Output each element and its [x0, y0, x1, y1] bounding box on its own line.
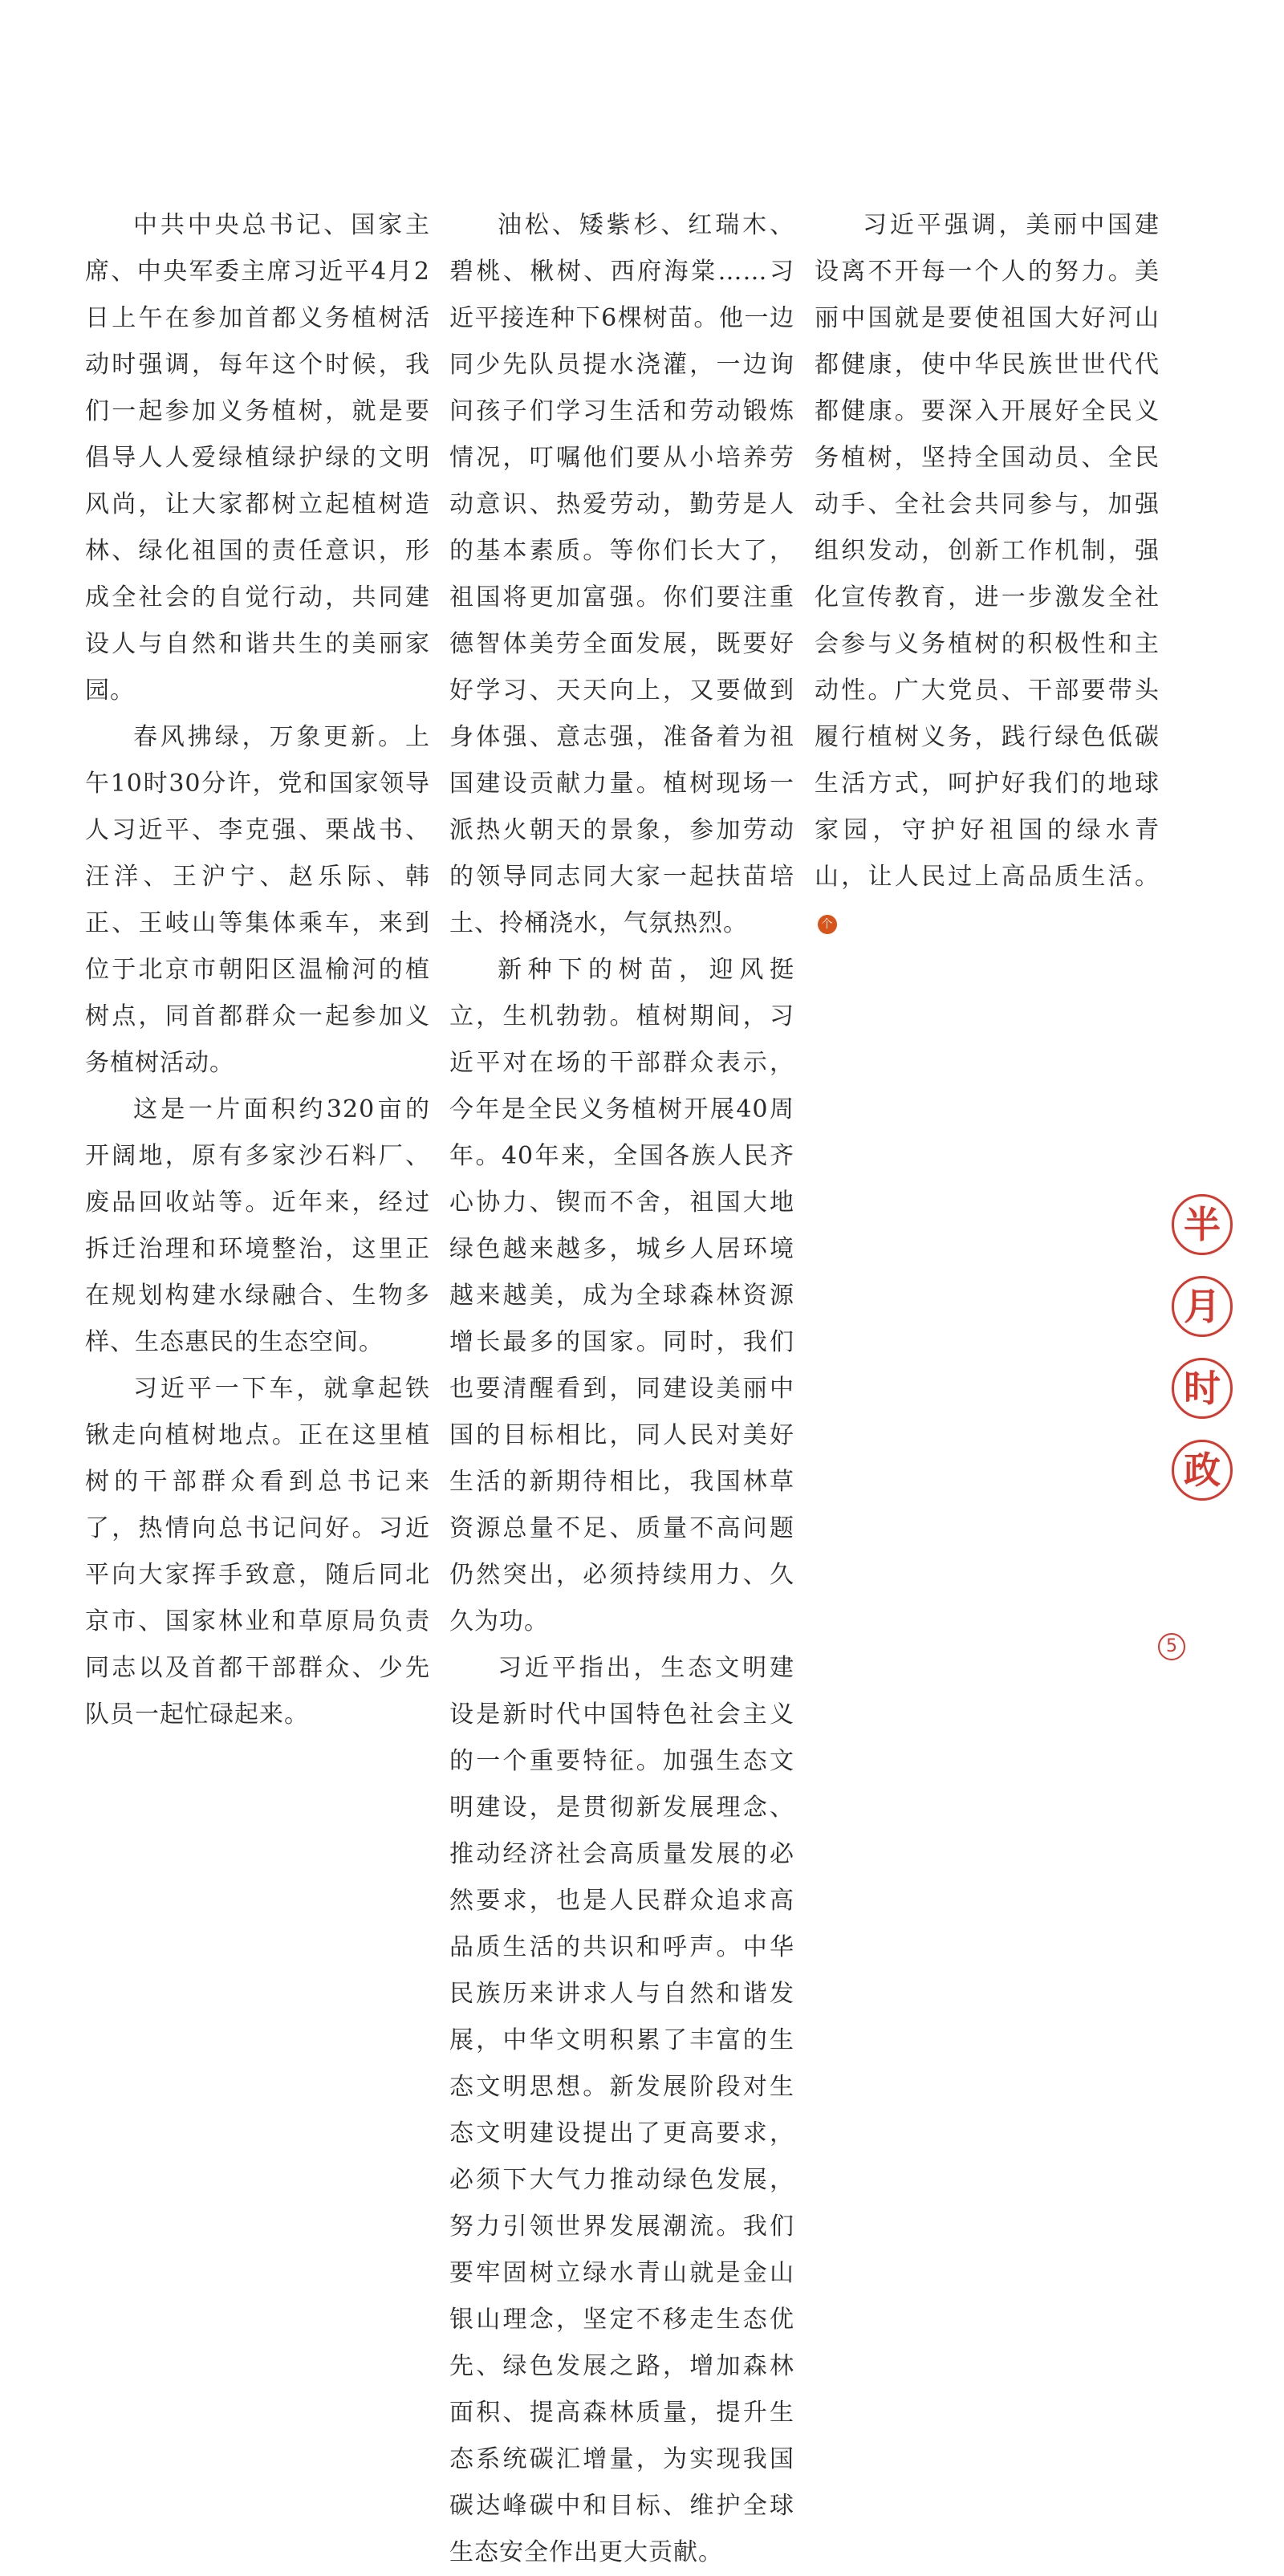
text-column-2 — [449, 202, 794, 2576]
column-label-char: 政 — [1172, 1440, 1233, 1501]
paragraph: 习近平一下车，就拿起铁锹走向植树地点。正在这里植树的干部群众看到总书记来了，热情向总书记问好。习近平向大家挥手致意，随后同北京市、国家林业和草原局负责同志以及首都干部群众、少先队员一起忙碌起来。 — [85, 1375, 430, 1729]
paragraph: 这是一片面积约320亩的开阔地，原有多家沙石料厂、废品回收站等。近年来，经过拆迁治理和环境整治，这里正在规划构建水绿融合、生物多样、生态惠民的生态空间。 — [85, 1095, 430, 1356]
paragraph: 新种下的树苗，迎风挺立，生机勃勃。植树期间，习近平对在场的干部群众表示，今年是全民义务植树开展40周年。40年来，全国各族人民齐心协力、锲而不舍，祖国大地绿色越来越多，城乡人居环境越来越美，成为全球森林资源增长最多的国家。同时，我们也要清醒看到，同建设美丽中国的目标相比，同人民对美好生活的新期待相比，我国林草资源总量不足、质量不高问题仍然突出，必须持续用力、久久为功。 — [449, 956, 794, 1635]
column-label — [1172, 1194, 1236, 1522]
text-column-3 — [815, 202, 1160, 947]
page-number: 5 — [1158, 1633, 1185, 1660]
paragraph-last — [815, 202, 1160, 947]
column-label-char: 半 — [1172, 1194, 1233, 1255]
paragraph: 春风拂绿，万象更新。上午10时30分许，党和国家领导人习近平、李克强、栗战书、汪洋、王沪宁、赵乐际、韩正、王岐山等集体乘车，来到位于北京市朝阳区温榆河的植树点，同首都群众一起参加义务植树活动。 — [85, 723, 430, 1077]
column-label-char: 月 — [1172, 1276, 1233, 1337]
text-column-1 — [85, 202, 430, 1738]
paragraph: 中共中央总书记、国家主席、中央军委主席习近平4月2日上午在参加首都义务植树活动时强调，每年这个时候，我们一起参加义务植树，就是要倡导人人爱绿植绿护绿的文明风尚，让大家都树立起植树造林、绿化祖国的责任意识，形成全社会的自觉行动，共同建设人与自然和谐共生的美丽家园。 — [85, 211, 430, 705]
end-mark-icon: 个 — [818, 915, 837, 934]
column-label-char: 时 — [1172, 1358, 1233, 1419]
paragraph-text: 习近平强调，美丽中国建设离不开每一个人的努力。美丽中国就是要使祖国大好河山都健康，使中华民族世世代代都健康。要深入开展好全民义务植树，坚持全国动员、全民动手、全社会共同参与，加强组织发动，创新工作机制，强化宣传教育，进一步激发全社会参与义务植树的积极性和主动性。广大党员、干部要带头履行植树义务，践行绿色低碳生活方式，呵护好我们的地球家园，守护好祖国的绿水青山，让人民过上高品质生活。 — [815, 211, 1160, 891]
paragraph: 油松、矮紫杉、红瑞木、碧桃、楸树、西府海棠……习近平接连种下6棵树苗。他一边同少先队员提水浇灌，一边询问孩子们学习生活和劳动锻炼情况，叮嘱他们要从小培养劳动意识、热爱劳动，勤劳是人的基本素质。等你们长大了，祖国将更加富强。你们要注重德智体美劳全面发展，既要好好学习、天天向上，又要做到身体强、意志强，准备着为祖国建设贡献力量。植树现场一派热火朝天的景象，参加劳动的领导同志同大家一起扶苗培土、拎桶浇水，气氛热烈。 — [449, 211, 794, 937]
paragraph: 习近平指出，生态文明建设是新时代中国特色社会主义的一个重要特征。加强生态文明建设，是贯彻新发展理念、推动经济社会高质量发展的必然要求，也是人民群众追求高品质生活的共识和呼声。中华民族历来讲求人与自然和谐发展，中华文明积累了丰富的生态文明思想。新发展阶段对生态文明建设提出了更高要求，必须下大气力推动绿色发展，努力引领世界发展潮流。我们要牢固树立绿水青山就是金山银山理念，坚定不移走生态优先、绿色发展之路，增加森林面积、提高森林质量，提升生态系统碳汇增量，为实现我国碳达峰碳中和目标、维护全球生态安全作出更大贡献。 — [449, 1654, 794, 2566]
